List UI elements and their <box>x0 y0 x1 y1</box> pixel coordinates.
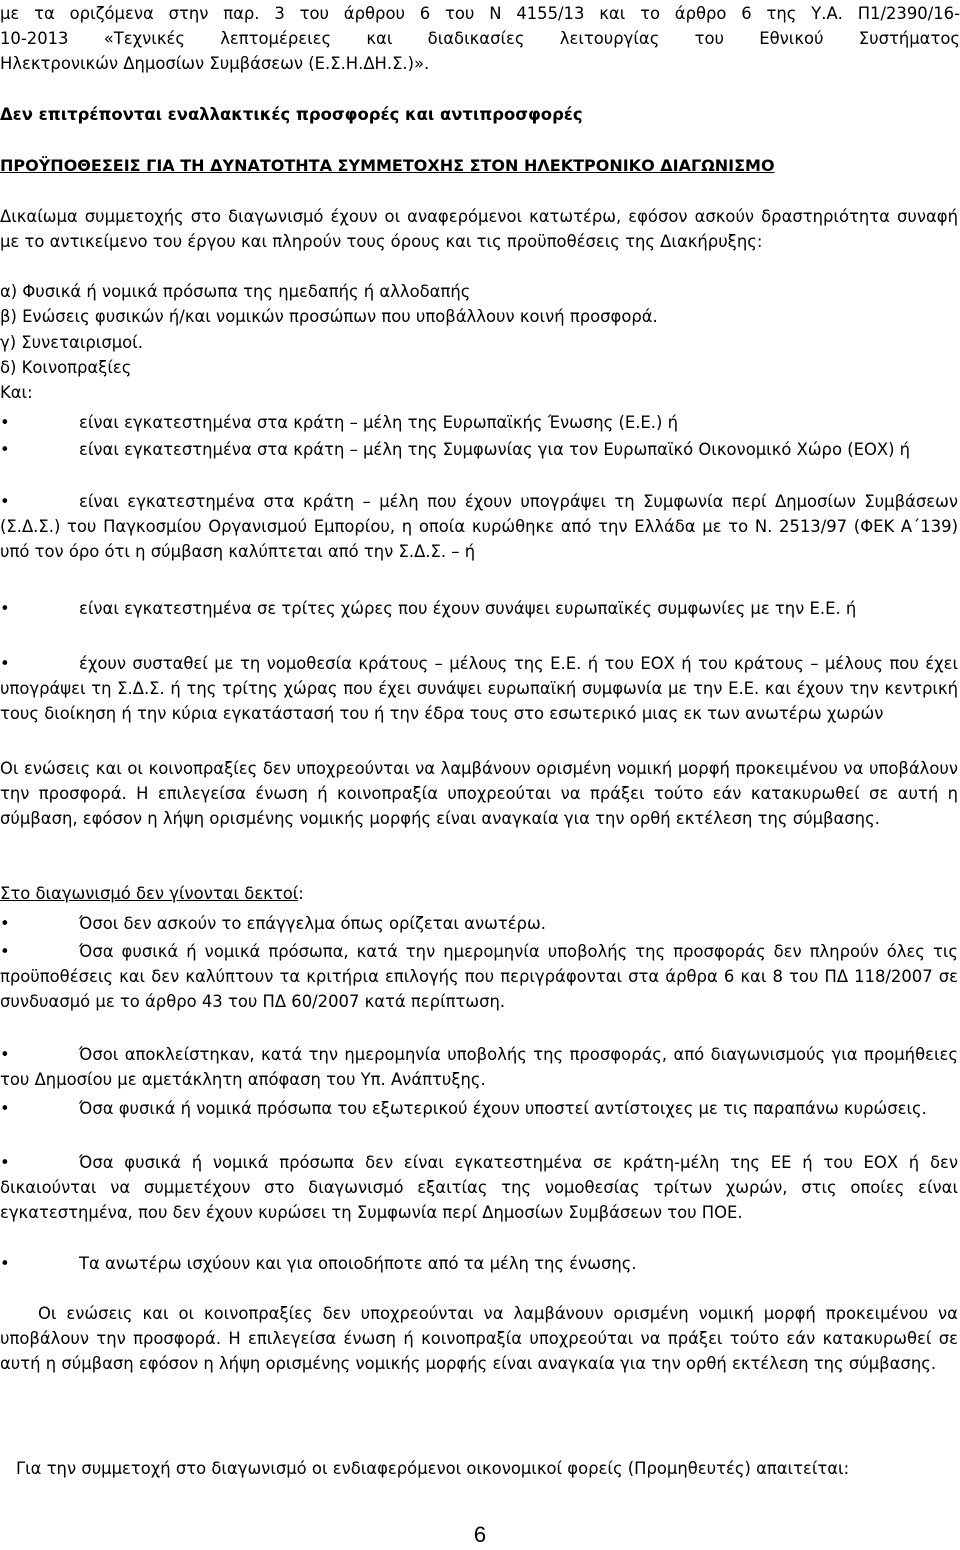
bullet-icon: • <box>0 413 10 432</box>
establishment-bullet <box>0 437 958 462</box>
bullet-text: είναι εγκατεστημένα στα κράτη – μέλη της Συμφωνίας για τον Ευρωπαϊκό Οικονομικό Χώρο (ΕΟΧ) ή <box>79 440 911 459</box>
establishment-bullet <box>0 651 958 726</box>
bullet-text: Όσοι αποκλείστηκαν, κατά την ημερομηνία υποβολής της προσφοράς, από διαγωνισμούς για προμήθειες του Δημοσίου με αμετάκλητη απόφαση του Υπ. Ανάπτυξης. <box>0 1045 958 1089</box>
category-b: β) Ενώσεις φυσικών ή/και νομικών προσώπων που υποβάλλουν κοινή προσφορά. <box>0 307 658 326</box>
not-accepted-heading <box>0 881 960 906</box>
intro-line-3: Ηλεκτρονικών Δημοσίων Συμβάσεων (Ε.Σ.Η.ΔΗ.Σ.)». <box>0 54 430 73</box>
bullet-text: Όσα φυσικά ή νομικά πρόσωπα δεν είναι εγκατεστημένα σε κράτη-μέλη της ΕΕ ή του ΕΟΧ ή δεν δικαιούνται να συμμετέχουν στο διαγωνισμό εξαιτίας της νομοθεσίας τρίτων χωρών, στις οποίες είναι εγκατεστημένα, που δεν έχουν κυρώσει τη Συμφωνία περί Δημοσίων Συμβάσεων του ΠΟΕ. <box>0 1153 958 1222</box>
bullet-text: έχουν συσταθεί με τη νομοθεσία κράτους – μέλους της Ε.Ε. ή του ΕΟΧ ή του κράτους – μέλους που έχει υπογράψει τη Σ.Δ.Σ. ή της τρίτης χώρας που έχει συνάψει ευρωπαϊκή συμφωνία με την Ε.Ε. και έχουν την κεντρική τους διοίκηση ή την κύρια εγκατάστασή του ή την έδρα τους στο εσωτερικό μιας εκ των ανωτέρω χωρών <box>0 654 958 723</box>
intro-line-1: με τα οριζόμενα στην παρ. 3 του άρθρου 6 του Ν 4155/13 και το άρθρο 6 της Υ.Α. Π1/2390/16- <box>0 4 960 23</box>
intro-line-2: 10-2013 «Τεχνικές λεπτομέρειες και διαδικασίες λειτουργίας του Εθνικού Συστήματος <box>0 29 960 48</box>
and-label: Και: <box>0 383 33 402</box>
bullet-icon: • <box>0 654 10 673</box>
not-accepted-bullet <box>0 939 958 1014</box>
bullet-icon: • <box>0 492 10 511</box>
establishment-bullet <box>0 410 958 435</box>
establishment-bullet <box>0 596 958 621</box>
conditions-heading: ΠΡΟΫΠΟΘΕΣΕΙΣ ΓΙΑ ΤΗ ΔΥΝΑΤΟΤΗΤΑ ΣΥΜΜΕΤΟΧΗΣ ΣΤΟΝ ΗΛΕΚΤΡΟΝΙΚΟ ΔΙΑΓΩΝΙΣΜΟ <box>0 156 775 175</box>
requirements-intro: Για την συμμετοχή στο διαγωνισμό οι ενδιαφερόμενοι οικονομικοί φορείς (Προμηθευτές) απαιτείται: <box>16 1459 850 1478</box>
bullet-text: Όσοι δεν ασκούν το επάγγελμα όπως ορίζεται ανωτέρω. <box>79 914 546 933</box>
unions-paragraph-1: Οι ενώσεις και οι κοινοπραξίες δεν υποχρεούνται να λαμβάνουν ορισμένη νομική μορφή προκειμένου να υποβάλουν την προσφορά. Η επιλεγείσα ένωση ή κοινοπραξία υποχρεούται να πράξει τούτο εάν κατακυρωθεί σε αυτή η σύμβαση, εφόσον η λήψη ορισμένης νομικής μορφής είναι αναγκαία για την ορθή εκτέλεση της σύμβασης. <box>0 759 958 828</box>
unions-paragraph-2: Οι ενώσεις και οι κοινοπραξίες δεν υποχρεούνται να λαμβάνουν ορισμένη νομική μορφή προκειμένου να υποβάλουν την προσφορά. Η επιλεγείσα ένωση ή κοινοπραξία υποχρεούται να πράξει τούτο εάν κατακυρωθεί σε αυτή η σύμβαση εφόσον η λήψη ορισμένης νομικής μορφής είναι αναγκαία για την ορθή εκτέλεση της σύμβασης. <box>0 1304 958 1373</box>
bullet-icon: • <box>0 440 10 459</box>
bullet-icon: • <box>0 942 10 961</box>
bullet-text: είναι εγκατεστημένα στα κράτη – μέλη που έχουν υπογράψει τη Συμφωνία περί Δημοσίων Συμβάσεων (Σ.Δ.Σ.) του Παγκοσμίου Οργανισμού Εμπορίου, η οποία κυρώθηκε από την Ελλάδα με το Ν. 2513/97 (ΦΕΚ Α΄139) υπό τον όρο ότι η σύμβαση καλύπτεται από την Σ.Δ.Σ. – ή <box>0 492 958 561</box>
not-accepted-bullet <box>0 911 958 936</box>
not-accepted-bullet <box>0 1251 958 1276</box>
bullet-icon: • <box>0 914 10 933</box>
bullet-text: Όσα φυσικά ή νομικά πρόσωπα του εξωτερικού έχουν υποστεί αντίστοιχες με τις παραπάνω κυρώσεις. <box>79 1099 927 1118</box>
page-number: 6 <box>473 1522 487 1547</box>
bullet-icon: • <box>0 1153 10 1172</box>
bullet-text: Όσα φυσικά ή νομικά πρόσωπα, κατά την ημερομηνία υποβολής της προσφοράς δεν πληρούν όλες τις προϋποθέσεις και δεν καλύπτουν τα κριτήρια επιλογής που περιγράφονται στα άρθρα 6 και 8 του ΠΔ 118/2007 σε συνδυασμό με το άρθρο 43 του ΠΔ 60/2007 κατά περίπτωση. <box>0 942 958 1011</box>
no-alternatives-heading: Δεν επιτρέπονται εναλλακτικές προσφορές και αντιπροσφορές <box>0 105 583 124</box>
category-a: α) Φυσικά ή νομικά πρόσωπα της ημεδαπής ή αλλοδαπής <box>0 282 471 301</box>
eligibility-paragraph: Δικαίωμα συμμετοχής στο διαγωνισμό έχουν οι αναφερόμενοι κατωτέρω, εφόσον ασκούν δραστηριότητα συναφή με το αντικείμενο του έργου και πληρούν τους όρους και τις προϋποθέσεις της Διακήρυξης: <box>0 207 958 251</box>
bullet-icon: • <box>0 1099 10 1118</box>
category-c: γ) Συνεταιρισμοί. <box>0 333 143 352</box>
not-accepted-heading-colon: : <box>298 884 304 903</box>
establishment-bullet <box>0 489 958 564</box>
not-accepted-bullet <box>0 1042 958 1092</box>
bullet-text: είναι εγκατεστημένα στα κράτη – μέλη της Ευρωπαϊκής Ένωσης (Ε.Ε.) ή <box>79 413 678 432</box>
bullet-icon: • <box>0 1045 10 1064</box>
bullet-icon: • <box>0 1254 10 1273</box>
not-accepted-bullet <box>0 1150 958 1225</box>
category-d: δ) Κοινοπραξίες <box>0 358 132 377</box>
bullet-text: είναι εγκατεστημένα σε τρίτες χώρες που έχουν συνάψει ευρωπαϊκές συμφωνίες με την Ε.Ε. ή <box>79 599 857 618</box>
bullet-icon: • <box>0 599 10 618</box>
bullet-text: Τα ανωτέρω ισχύουν και για οποιοδήποτε από τα μέλη της ένωσης. <box>79 1254 637 1273</box>
not-accepted-heading-text: Στο διαγωνισμό δεν γίνονται δεκτοί <box>0 884 299 903</box>
not-accepted-bullet <box>0 1096 958 1121</box>
